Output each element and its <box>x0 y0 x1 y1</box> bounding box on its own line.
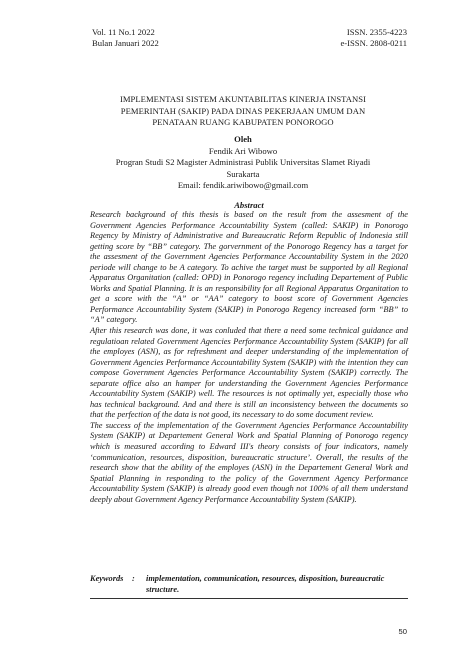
issn: ISSN. 2355-4223 <box>346 27 407 37</box>
abstract-paragraph: After this research was done, it was conluded that there a need some technical guidance and regulatioan related Government Agencies Performance Accountability System (SAKIP) for all the employes (ASN), as for refreshment and deeper understanding of the implementation of Government Agencies Performance Accountability System (SAKIP) with the intention they can compose Government Agencies Performance Accountability System (SAKIP) correctly. The separate office also an hamper for understanding the Government Agencies Performance Accountability System (SAKIP) well. The resources is not optimally yet, especially those who has technical background. And and there is still an inconsistency between the documents so that the perfection of the data is not good, its necessary to do some document review. <box>90 326 408 420</box>
keywords-label: Keywords <box>90 574 124 583</box>
title-line: IMPLEMENTASI SISTEM AKUNTABILITAS KINERJA INSTANSI <box>119 94 367 104</box>
article-title <box>90 94 396 129</box>
page-number: 50 <box>398 627 407 636</box>
issue-date: Bulan Januari 2022 <box>92 38 159 48</box>
author-name: Fendik Ari Wibowo <box>208 145 278 156</box>
author-email: Email: fendik.ariwibowo@gmail.com <box>177 180 309 190</box>
abstract-body <box>90 210 408 505</box>
title-line: PENATAAN RUANG KABUPATEN PONOROGO <box>152 117 334 127</box>
keywords-divider <box>90 598 408 599</box>
eissn: e-ISSN. 2808-0211 <box>340 38 407 48</box>
journal-header-right <box>340 27 407 49</box>
keywords-text: implementation, communication, resources, disposition, bureaucratic structure. <box>146 574 385 594</box>
author-city: Surakarta <box>226 168 260 179</box>
by-label: Oleh <box>234 134 252 144</box>
title-line: PEMERINTAH (SAKIP) PADA DINAS PEKERJAAN UMUM DAN <box>120 105 366 116</box>
volume-info: Vol. 11 No.1 2022 <box>92 27 155 37</box>
abstract-paragraph: Research background of this thesis is based on the result from the assesment of the Government Agencies Performance Accountability System (called: SAKIP) in Ponorogo Regency by Ministry of Administrative and Bureaucratic Reform Republic of Indonesia still getting score by “BB” category. The gorvernment of the Ponorogo Regency has a target for the assesment of the Government Agencies Performance Accountability System in the 2020 periode will change to be A category. To achive the target must be supported by all Regional Apparatus Organitation (called: OPD) in Ponorogo regency including Departement of Public Works and Spatial Planning. It is an responsibility for all Regional Apparatus Organitation to get a score with the “A” or “AA” category to boost score of Government Agencies Performance Accountability System (SAKIP) in Ponorogo Regency increased form “BB” to “A” category. <box>90 210 408 325</box>
keywords-colon: : <box>132 574 135 583</box>
journal-header-left <box>92 27 159 49</box>
abstract-paragraph: The success of the implementation of the Government Agencies Performance Accountability System (SAKIP) at Departement General Work and Spatial Planning of Ponorogo regency which is measured according to Edward III's theory consists of four indicators, namely ‘communication, resources, disposition, bureaucratic structure’. Overall, the results of the research show that the ability of the employes (ASN) in the Departement General Work and Spatial Planning in responding to the policy of the Government Agency Performance Accountability System (SAKIP) is already good even though not 100% of all them understand deeply about Government Agency Performance Accountability System (SAKIP). <box>90 420 408 504</box>
author-affiliation: Progran Studi S2 Magister Administrasi Publik Universitas Slamet Riyadi <box>115 157 371 167</box>
abstract-heading: Abstract <box>234 200 264 210</box>
author-block <box>80 134 406 192</box>
